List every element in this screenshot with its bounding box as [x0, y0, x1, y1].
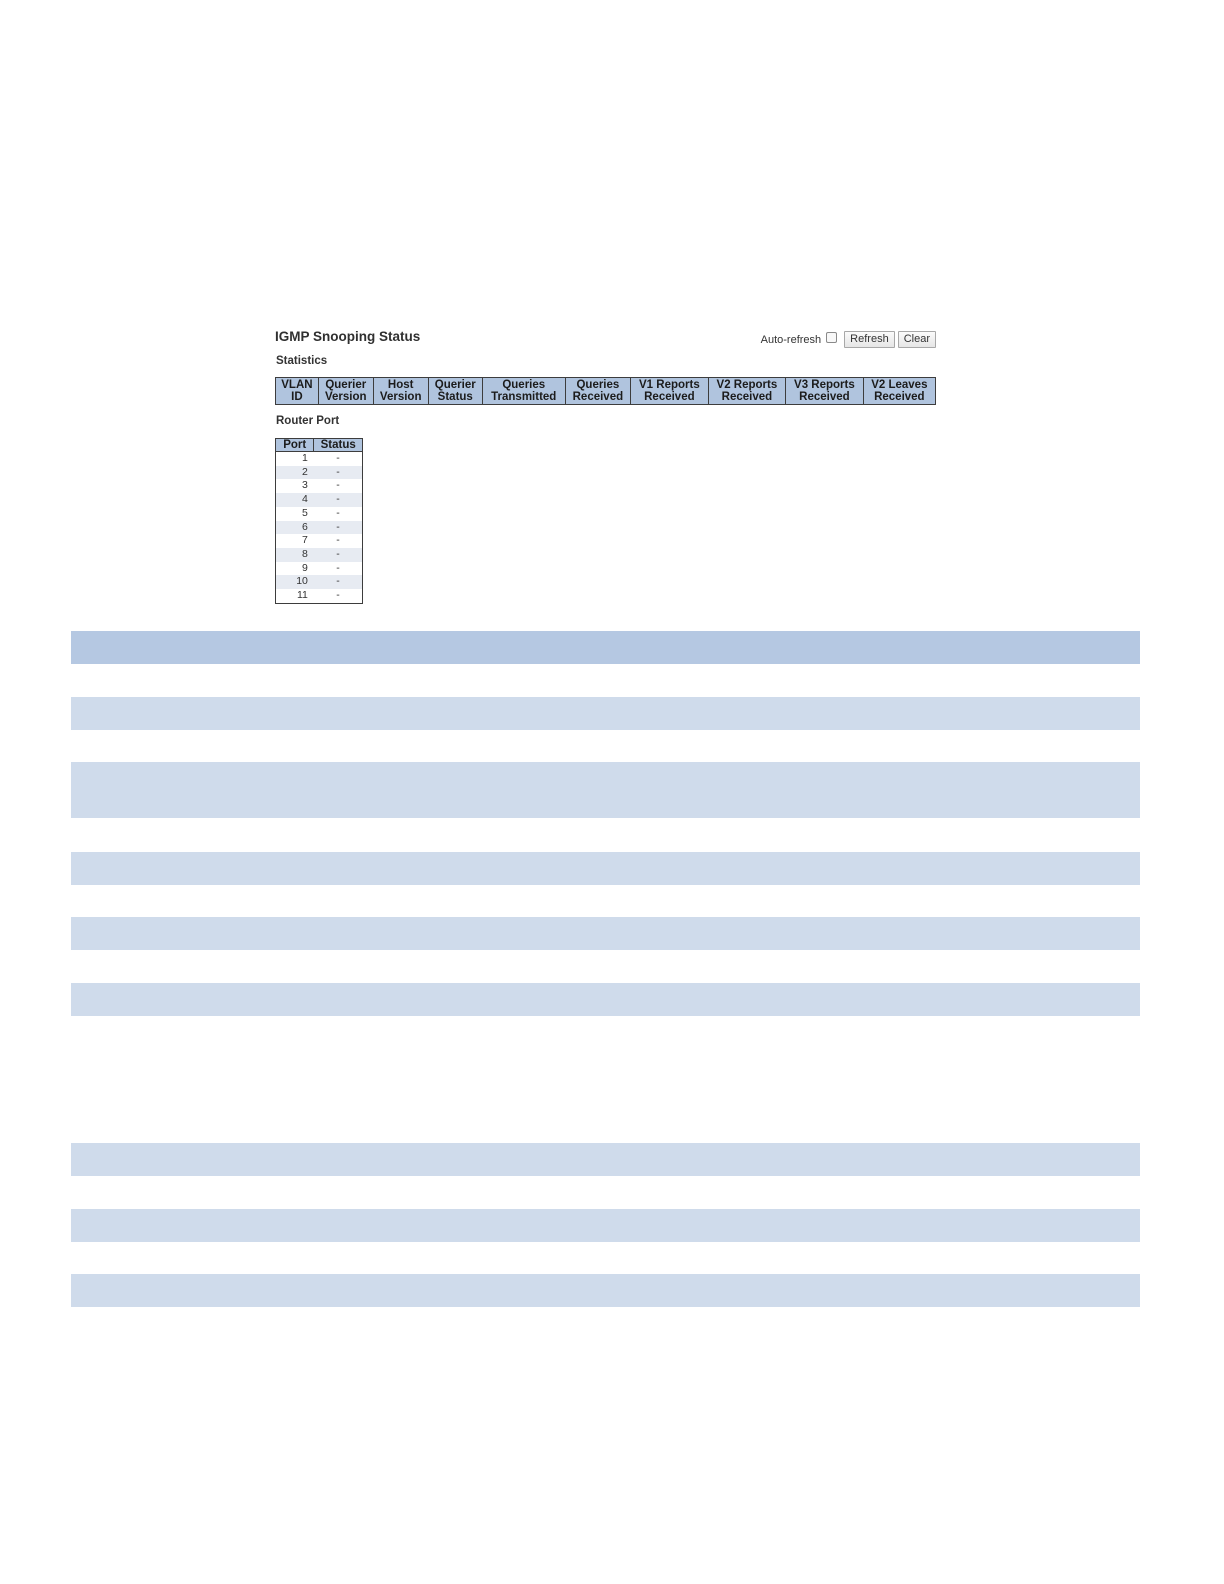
clear-button[interactable]: Clear — [898, 331, 936, 348]
column-header-line1: Queries — [502, 379, 546, 391]
column-header-line2: Received — [799, 391, 850, 403]
port-status: - — [314, 562, 363, 576]
port-status: - — [314, 548, 363, 562]
band-row — [71, 762, 1140, 818]
port-number: 3 — [276, 479, 314, 493]
column-header-line1: Host — [387, 379, 414, 391]
port-status: - — [314, 493, 363, 507]
column-header-line2: Status — [437, 391, 473, 403]
column-header-line1: Queries — [576, 379, 620, 391]
port-status: - — [314, 575, 363, 589]
port-number: 7 — [276, 534, 314, 548]
column-header-line1: V2 Reports — [716, 379, 778, 391]
column-header-line1: VLAN — [281, 379, 313, 391]
column-header-line1: Querier — [434, 379, 476, 391]
port-number: 11 — [276, 589, 314, 603]
port-status: - — [314, 479, 363, 493]
port-number: 6 — [276, 521, 314, 535]
column-header-line2: Received — [644, 391, 695, 403]
statistics-heading: Statistics — [276, 355, 328, 367]
band-row — [71, 983, 1140, 1016]
band-row — [71, 1209, 1140, 1242]
band-header — [71, 631, 1140, 664]
column-header-line2: Version — [379, 391, 422, 403]
column-header-line1: V1 Reports — [639, 379, 700, 391]
port-status: - — [314, 466, 363, 480]
port-number: 9 — [276, 562, 314, 576]
column-header-line2: Version — [325, 391, 367, 403]
column-header-line2: Received — [874, 391, 925, 403]
column-header-line1: V2 Leaves — [871, 379, 928, 391]
column-header-line2: ID — [291, 391, 303, 403]
column-header-line2: Received — [572, 391, 624, 403]
page-title: IGMP Snooping Status — [275, 329, 421, 344]
band-row — [71, 697, 1140, 730]
router-port-heading: Router Port — [276, 415, 340, 427]
band-row — [71, 1274, 1140, 1307]
column-header-line2: Transmitted — [491, 391, 557, 403]
port-column-header: Port — [276, 439, 314, 452]
auto-refresh-label: Auto-refresh — [760, 333, 822, 346]
column-header-line1: V3 Reports — [794, 379, 855, 391]
port-number: 5 — [276, 507, 314, 521]
band-row — [71, 917, 1140, 950]
band-row — [71, 1143, 1140, 1176]
port-status: - — [314, 521, 363, 535]
refresh-button[interactable]: Refresh — [844, 331, 895, 348]
column-header-line2: Received — [721, 391, 773, 403]
port-number: 10 — [276, 575, 314, 589]
port-status: - — [314, 534, 363, 548]
port-number: 1 — [276, 452, 314, 466]
column-header-line1: Querier — [325, 379, 367, 391]
port-number: 8 — [276, 548, 314, 562]
band-row — [71, 852, 1140, 885]
port-status: - — [314, 452, 363, 466]
port-status: - — [314, 507, 363, 521]
status-column-header: Status — [314, 439, 363, 452]
port-status: - — [314, 589, 363, 603]
port-number: 2 — [276, 466, 314, 480]
document-band-area — [71, 0, 1140, 1584]
port-number: 4 — [276, 493, 314, 507]
